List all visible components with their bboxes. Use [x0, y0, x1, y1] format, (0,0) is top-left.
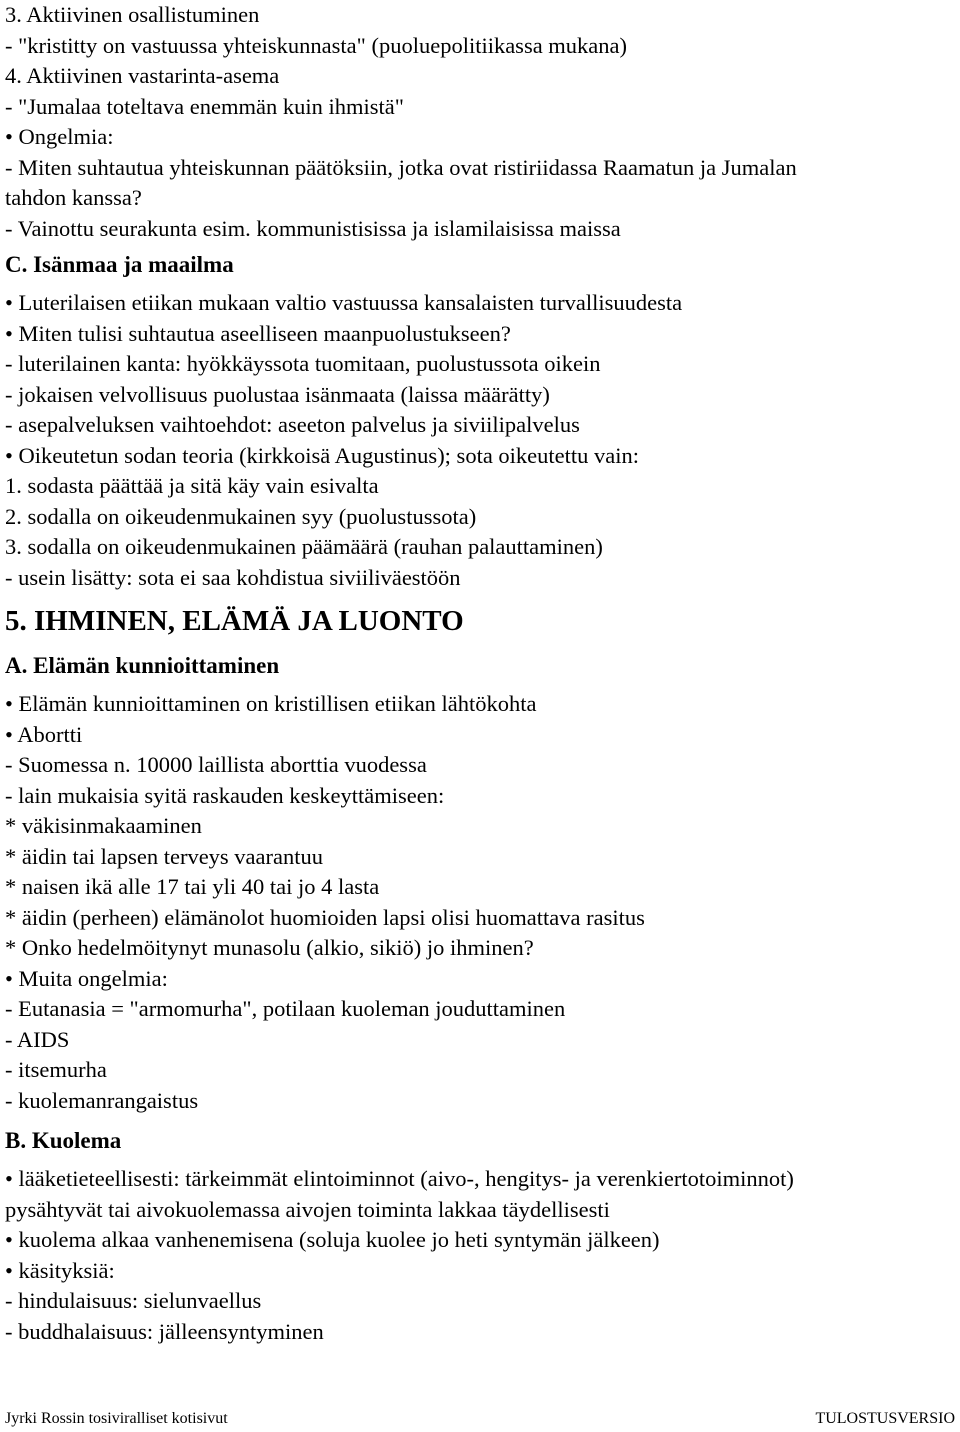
text-line: • Abortti — [5, 721, 83, 747]
text-line: 3. Aktiivinen osallistuminen — [5, 2, 260, 27]
text-line: • Luterilaisen etiikan mukaan valtio vastuussa kansalaisten turvallisuudesta — [5, 290, 683, 315]
text-line: • kuolema alkaa vanhenemisena (soluja kuolee jo heti syntymän jälkeen) — [5, 1227, 660, 1252]
text-line: - "Jumalaa toteltava enemmän kuin ihmistä" — [5, 93, 404, 119]
document-page — [5, 0, 955, 1347]
section-c-top — [5, 0, 955, 244]
text-line: • Ongelmia: — [5, 124, 114, 149]
text-line: - kuolemanrangaistus — [5, 1087, 199, 1113]
text-line: • Oikeutetun sodan teoria (kirkkoisä Augustinus); sota oikeutettu vain: — [5, 442, 640, 468]
text-line: - itsemurha — [5, 1057, 107, 1082]
text-line: - hindulaisuus: sielunvaellus — [5, 1288, 262, 1313]
section-b-body — [5, 1164, 955, 1347]
text-line: - Miten suhtautua yhteiskunnan päätöksiin, jotka ovat ristiriidassa Raamatun ja Jumalan — [5, 154, 797, 180]
text-line: * naisen ikä alle 17 tai yli 40 tai jo 4 lasta — [5, 874, 380, 899]
heading-a: A. Elämän kunnioittaminen — [5, 653, 280, 678]
text-line: - Suomessa n. 10000 laillista aborttia vuodessa — [5, 752, 427, 777]
text-line: 2. sodalla on oikeudenmukainen syy (puolustussota) — [5, 503, 477, 529]
heading-b: B. Kuolema — [5, 1128, 122, 1153]
text-line: - AIDS — [5, 1026, 70, 1052]
text-line: 1. sodasta päättää ja sitä käy vain esivalta — [5, 473, 379, 498]
text-line: * väkisinmakaaminen — [5, 813, 202, 838]
heading-c: C. Isänmaa ja maailma — [5, 252, 234, 277]
text-line: • käsityksiä: — [5, 1257, 115, 1283]
text-line: - asepalveluksen vaihtoehdot: aseeton palvelus ja siviilipalvelus — [5, 412, 580, 437]
footer-site-name: Jyrki Rossin tosiviralliset kotisivut — [5, 1410, 228, 1427]
text-line: * äidin tai lapsen terveys vaarantuu — [5, 843, 324, 869]
text-line: - Eutanasia = "armomurha", potilaan kuoleman jouduttaminen — [5, 996, 566, 1021]
text-line: - usein lisätty: sota ei saa kohdistua siviiliväestöön — [5, 564, 461, 590]
text-line: - "kristitty on vastuussa yhteiskunnasta" (puoluepolitiikassa mukana) — [5, 32, 628, 58]
text-line: - Vainottu seurakunta esim. kommunistisissa ja islamilaisissa maissa — [5, 215, 621, 241]
footer-print-version: TULOSTUSVERSIO — [815, 1410, 955, 1427]
text-line: • Elämän kunnioittaminen on kristillisen etiikan lähtökohta — [5, 691, 537, 716]
text-line: - buddhalaisuus: jälleensyntyminen — [5, 1318, 324, 1344]
text-line: * Onko hedelmöitynyt munasolu (alkio, sikiö) jo ihminen? — [5, 935, 534, 960]
text-line: 3. sodalla on oikeudenmukainen päämäärä (rauhan palauttaminen) — [5, 534, 603, 559]
text-line: • lääketieteellisesti: tärkeimmät elintoiminnot (aivo-, hengitys- ja verenkiertotoiminnot) — [5, 1166, 794, 1191]
text-line: - lain mukaisia syitä raskauden keskeyttämiseen: — [5, 782, 445, 808]
text-line: * äidin (perheen) elämänolot huomioiden lapsi olisi huomattava rasitus — [5, 904, 645, 930]
section-a-body — [5, 689, 955, 1116]
section-c-body — [5, 288, 955, 593]
text-line: 4. Aktiivinen vastarinta-asema — [5, 63, 280, 88]
text-line: - jokaisen velvollisuus puolustaa isänmaata (laissa määrätty) — [5, 381, 550, 407]
text-line: • Muita ongelmia: — [5, 965, 168, 991]
text-line: tahdon kanssa? — [5, 185, 142, 210]
text-line: • Miten tulisi suhtautua aseelliseen maanpuolustukseen? — [5, 320, 511, 346]
text-line: pysähtyvät tai aivokuolemassa aivojen toiminta lakkaa täydellisesti — [5, 1196, 610, 1222]
heading-chapter-5: 5. IHMINEN, ELÄMÄ JA LUONTO — [5, 605, 464, 637]
text-line: - luterilainen kanta: hyökkäyssota tuomitaan, puolustussota oikein — [5, 351, 601, 376]
